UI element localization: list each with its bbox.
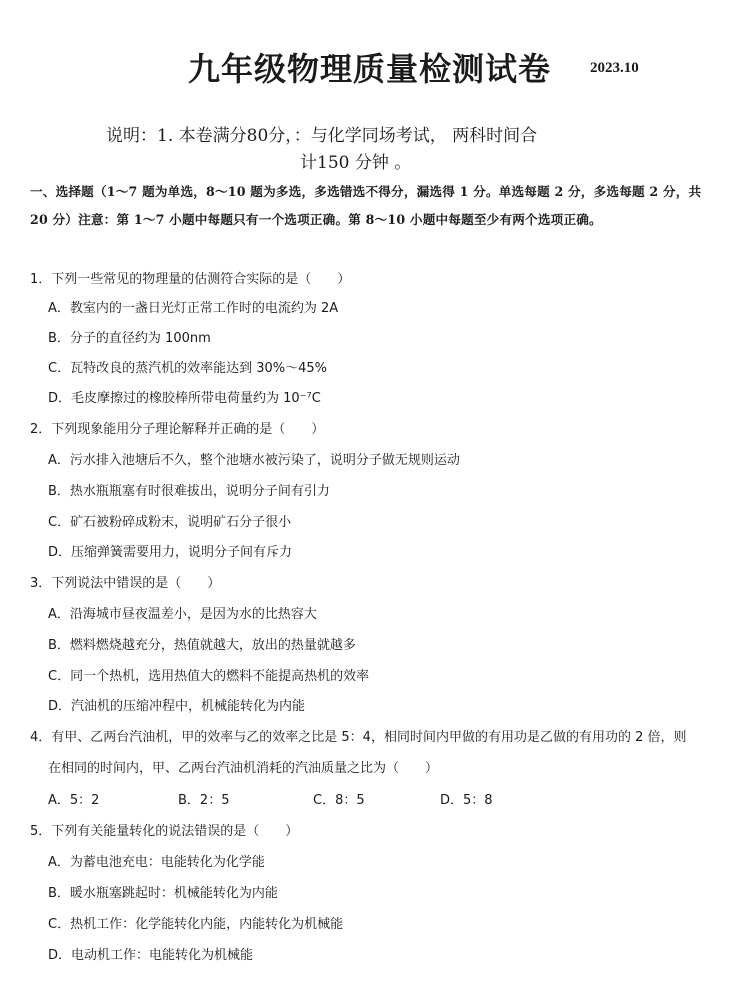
question-5-option-b: B．暖水瓶塞跳起时：机械能转化为内能 — [48, 886, 278, 901]
question-1-stem: 1．下列一些常见的物理量的估测符合实际的是（ ） — [30, 272, 351, 287]
question-1-option-c: C．瓦特改良的蒸汽机的效率能达到 30%～45% — [48, 361, 327, 376]
question-4-option-c: C．8：5 — [313, 793, 365, 808]
question-5-option-d: D．电动机工作：电能转化为机械能 — [48, 948, 254, 963]
question-2-option-d: D．压缩弹簧需要用力，说明分子间有斥力 — [48, 545, 293, 560]
question-3-option-d: D．汽油机的压缩冲程中，机械能转化为内能 — [48, 699, 306, 714]
question-5-option-c: C．热机工作：化学能转化内能，内能转化为机械能 — [48, 917, 344, 932]
question-5-stem: 5．下列有关能量转化的说法错误的是（ ） — [30, 824, 299, 839]
question-3-option-c: C．同一个热机，选用热值大的燃料不能提高热机的效率 — [48, 669, 370, 684]
question-4-stem-line-1: 4．有甲、乙两台汽油机，甲的效率与乙的效率之比是 5：4，相同时间内甲做的有用功是乙做的有用功的 2 倍，则 — [30, 730, 687, 745]
question-3-option-b: B．燃料燃烧越充分，热值就越大，放出的热量就越多 — [48, 638, 356, 653]
question-2-option-b: B．热水瓶瓶塞有时很难拔出，说明分子间有引力 — [48, 484, 330, 499]
question-2-option-a: A．污水排入池塘后不久，整个池塘水被污染了，说明分子做无规则运动 — [48, 453, 460, 468]
question-1-option-b: B．分子的直径约为 100nm — [48, 331, 211, 346]
instructions-line-1: 说明：1. 本卷满分80分，：与化学同场考试， 两科时间合 — [106, 126, 538, 146]
question-5-option-a: A．为蓄电池充电：电能转化为化学能 — [48, 855, 265, 870]
question-2-option-c: C．矿石被粉碎成粉末，说明矿石分子很小 — [48, 515, 292, 530]
question-3-option-a: A．沿海城市昼夜温差小，是因为水的比热容大 — [48, 607, 317, 622]
exam-title: 九年级物理质量检测试卷 — [188, 50, 552, 88]
question-3-stem: 3．下列说法中错误的是（ ） — [30, 576, 221, 591]
question-1-option-a: A．教室内的一盏日光灯正常工作时的电流约为 2A — [48, 301, 339, 316]
question-1-option-d: D．毛皮摩擦过的橡胶棒所带电荷量约为 10⁻⁷C — [48, 391, 321, 406]
question-2-stem: 2．下列现象能用分子理论解释并正确的是（ ） — [30, 422, 325, 437]
question-4-option-d: D．5：8 — [440, 793, 493, 808]
instructions-line-2: 计150 分钟 。 — [300, 153, 412, 173]
question-4-option-b: B．2：5 — [178, 793, 230, 808]
section-heading: 一、选择题（1～7 题为单选，8～10 题为多选，多选错选不得分，漏选得 1 分。单选每题 2 分，多选每题 2 分，共 20 分）注意：第 1～7 小题中每题只有一个选项正确。第 8～10 小题中每题至少有两个选项正确。 — [30, 184, 702, 227]
question-4-stem-line-2: 在相同的时间内，甲、乙两台汽油机消耗的汽油质量之比为（ ） — [48, 761, 439, 776]
exam-date: 2023.10 — [590, 60, 639, 76]
question-4-option-a: A．5：2 — [48, 793, 100, 808]
